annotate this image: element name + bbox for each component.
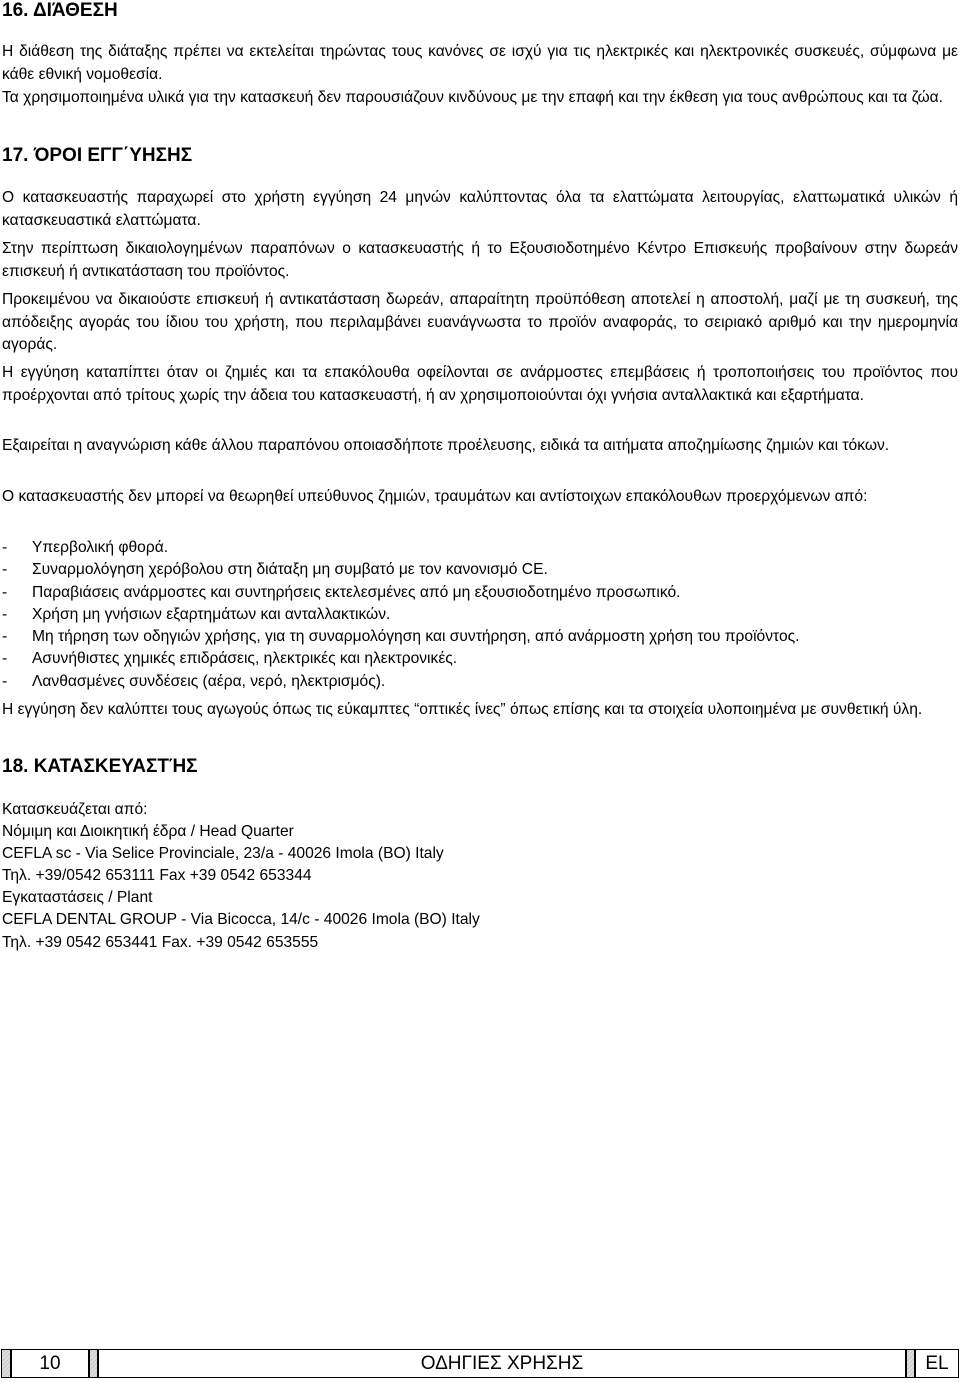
list-item (2, 626, 800, 648)
manufacturer-line: Εγκαταστάσεις / Plant (2, 889, 153, 907)
list-item (2, 537, 800, 559)
footer-hatch (906, 1349, 915, 1378)
footer-hatch-left (1, 1349, 11, 1378)
section-16-heading: 16. ΔΙΆΘΕΣΗ (2, 0, 118, 21)
manufacturer-line: Νόμιμη και Διοικητική έδρα / Head Quarter (2, 823, 294, 841)
list-item-text: Συναρμολόγηση χερόβολου στη διάταξη μη συμβατό με τον κανονισμό CE. (32, 561, 548, 579)
section-17-paragraph-5: Εξαιρείται η αναγνώριση κάθε άλλου παραπόνου οποιασδήποτε προέλευσης, ειδικά τα αιτήματα αποζημίωσης ζημιών και τόκων. (2, 437, 890, 454)
section-17-heading: 17. ΌΡΟΙ ΕΓΓ΄ΥΗΣΗΣ (2, 145, 193, 166)
section-17-paragraph-1: Ο κατασκευαστής παραχωρεί στο χρήστη εγγύηση 24 μηνών καλύπτοντας όλα τα ελαττώματα λειτουργίας, ελαττωματικά υλικών ή κατασκευαστικά ελαττώματα. (2, 189, 958, 229)
list-item (2, 671, 800, 693)
list-item (2, 559, 800, 581)
manufacturer-line: Τηλ. +39 0542 653441 Fax. +39 0542 653555 (2, 933, 319, 951)
list-bullet: - (2, 605, 8, 623)
list-bullet: - (2, 561, 8, 579)
list-item (2, 648, 800, 670)
language-code: EL (915, 1349, 959, 1378)
list-bullet: - (2, 650, 8, 668)
list-bullet: - (2, 628, 8, 646)
section-17-paragraph-7: Η εγγύηση δεν καλύπτει τους αγωγούς όπως τις εύκαμπτες “οπτικές ίνες” όπως επίσης και τα στοιχεία υλοποιημένα με συνθετική ύλη. (2, 701, 923, 718)
page-number: 10 (11, 1349, 89, 1378)
list-item-text: Παραβιάσεις ανάρμοστες και συντηρήσεις εκτελεσμένες από μη εξουσιοδοτημένο προσωπικό. (32, 583, 681, 601)
manufacturer-line: CEFLA sc - Via Selice Provinciale, 23/a - 40026 Imola (BO) Italy (2, 845, 444, 863)
list-item-text: Λανθασμένες συνδέσεις (αέρα, νερό, ηλεκτρισμός). (32, 672, 386, 690)
list-bullet: - (2, 583, 8, 601)
list-item-text: Υπερβολική φθορά. (32, 539, 169, 556)
section-17-paragraph-4: Η εγγύηση καταπίπτει όταν οι ζημιές και τα επακόλουθα οφείλονται σε ανάρμοστες επεμβάσεις ή τροποποιήσεις του προϊόντος που προέρχονται από τρίτους χωρίς την άδεια του κατασκευαστή, ή αν χρησιμοποιούνται όχι γνήσια ανταλλακτικά και εξαρτήματα. (2, 364, 958, 404)
manufacturer-line: Τηλ. +39/0542 653111 Fax +39 0542 653344 (2, 867, 312, 885)
manufacturer-line: CEFLA DENTAL GROUP - Via Bicocca, 14/c - 40026 Imola (BO) Italy (2, 911, 480, 929)
footer-hatch (89, 1349, 98, 1378)
section-18-heading: 18. ΚΑΤΑΣΚΕΥΑΣΤΉΣ (2, 756, 198, 777)
section-17-paragraph-3: Προκειμένου να δικαιούστε επισκευή ή αντικατάσταση δωρεάν, απαραίτητη προϋπόθεση αποτελεί η αποστολή, μαζί με τη συσκευή, της απόδειξης αγοράς του ίδιου του χρήστη, που περιλαμβάνει ευανάγνωστα το προϊόν αναφοράς, το σειριακό αριθμό και την ημερομηνία αγοράς. (2, 291, 958, 354)
section-17-paragraph-2: Στην περίπτωση δικαιολογημένων παραπόνων ο κατασκευαστής ή το Εξουσιοδοτημένο Κέντρο Επισκευής προβαίνουν στην δωρεάν επισκευή ή αντικατάσταση του προϊόντος. (2, 240, 958, 280)
list-bullet: - (2, 672, 8, 690)
page-footer (0, 1349, 960, 1380)
manufacturer-details (2, 799, 480, 954)
list-item-text: Ασυνήθιστες χημικές επιδράσεις, ηλεκτρικές και ηλεκτρονικές. (32, 650, 458, 668)
list-item (2, 604, 800, 626)
section-17-paragraph-6: Ο κατασκευαστής δεν μπορεί να θεωρηθεί υπεύθυνος ζημιών, τραυμάτων και αντίστοιχων επακόλουθων προερχόμενων από: (2, 488, 868, 505)
list-item-text: Μη τήρηση των οδηγιών χρήσης, για τη συναρμολόγηση και συντήρηση, από ανάρμοστη χρήση του προϊόντος. (32, 628, 800, 646)
section-16-paragraph-2: Τα χρησιμοποιημένα υλικά για την κατασκευή δεν παρουσιάζουν κινδύνους με την επαφή και την έκθεση για τους ανθρώπους και τα ζώα. (2, 89, 943, 106)
list-item-text: Χρήση μη γνήσιων εξαρτημάτων και ανταλλακτικών. (32, 605, 391, 623)
exclusions-list (2, 537, 800, 693)
document-title: ΟΔΗΓΙΕΣ ΧΡΗΣΗΣ (98, 1349, 906, 1378)
list-item (2, 582, 800, 604)
section-16-paragraph-1: Η διάθεση της διάταξης πρέπει να εκτελείται τηρώντας τους κανόνες σε ισχύ για τις ηλεκτρικές και ηλεκτρονικές συσκευές, σύμφωνα με κάθε εθνική νομοθεσία. (2, 43, 958, 83)
list-bullet: - (2, 539, 8, 556)
manufacturer-line: Κατασκευάζεται από: (2, 801, 148, 818)
